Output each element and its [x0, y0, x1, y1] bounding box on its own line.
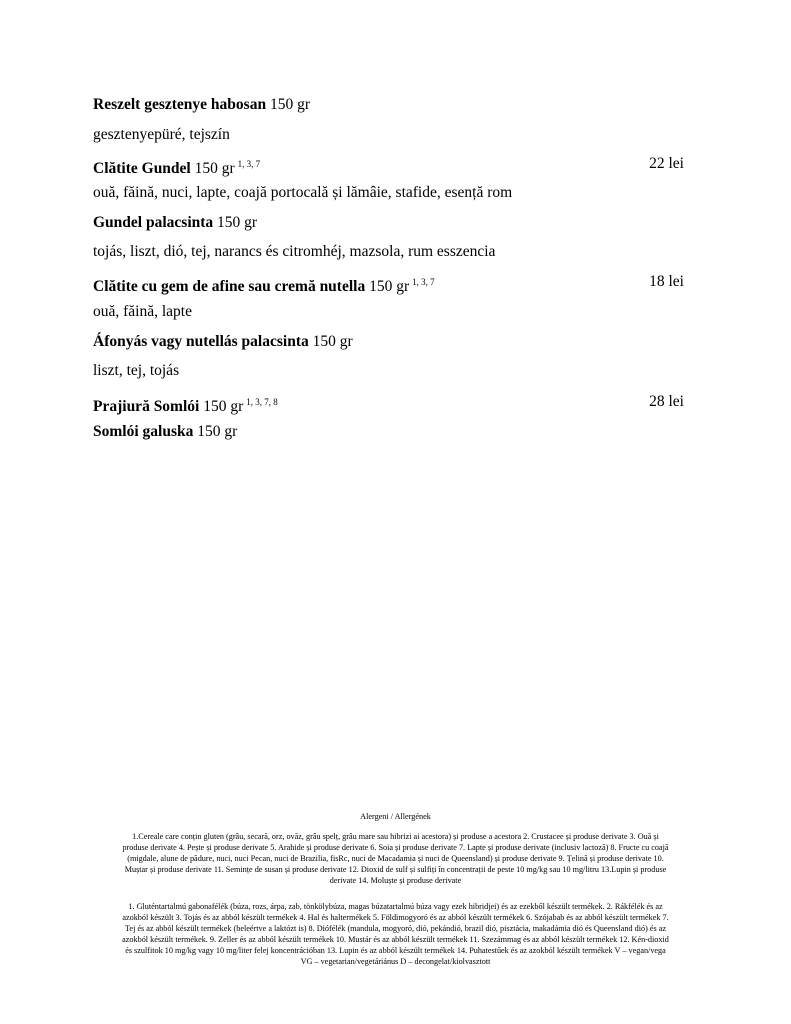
- item-name: Clătite Gundel: [93, 160, 191, 177]
- item-description: [93, 125, 684, 145]
- item-description-text: ouă, făină, lapte: [93, 303, 192, 320]
- allergens-hu-line: VG – vegetarian/vegetáriánus D – decongelat/kiolvasztott: [300, 957, 491, 966]
- item-name: Áfonyás vagy nutellás palacsinta: [93, 333, 309, 350]
- item-description: [93, 242, 684, 262]
- item-description-text: gesztenyepüré, tejszín: [93, 126, 230, 143]
- allergens-ro-line: produse derivate 4. Pește și produse derivate 5. Arahide și produse derivate 6. Soia și produse derivate 7. Lapte și produse derivate (inclusiv lactoză) 8. Fructe cu coajă: [122, 843, 669, 852]
- menu-item: [93, 422, 684, 442]
- menu-item: [93, 95, 684, 115]
- item-description-text: tojás, liszt, dió, tej, narancs és citromhéj, mazsola, rum esszencia: [93, 243, 496, 260]
- item-price: 18 lei: [649, 273, 684, 290]
- item-allergens: 1, 3, 7: [412, 277, 435, 287]
- item-description: [93, 183, 684, 203]
- item-name: Reszelt gesztenye habosan: [93, 96, 267, 113]
- item-weight: 150 gr: [312, 333, 353, 350]
- item-name: Clătite cu gem de afine sau cremă nutella: [93, 278, 366, 295]
- item-weight: 150 gr: [369, 278, 410, 295]
- menu-item: [93, 332, 684, 352]
- item-allergens: 1, 3, 7, 8: [246, 397, 278, 407]
- item-weight: 150 gr: [217, 214, 258, 231]
- item-weight: 150 gr: [269, 96, 310, 113]
- item-weight: 150 gr: [197, 423, 238, 440]
- item-price: 28 lei: [649, 393, 684, 410]
- menu-item: [93, 272, 684, 297]
- menu-item: [93, 154, 684, 179]
- item-price: 22 lei: [649, 155, 684, 172]
- allergens-hu: [90, 901, 701, 967]
- item-description-text: liszt, tej, tojás: [93, 362, 180, 379]
- allergens-hu-line: azokból készült 3. Tojás és az abból készült termékek 4. Hal és haltermékek 5. Földimogyoró és az abból készült termékek 6. Szójabab és az abból készült termékek 7.: [122, 913, 669, 922]
- item-description-text: ouă, făină, nuci, lapte, coajă portocală și lămâie, stafide, esență rom: [93, 184, 513, 201]
- item-description: [93, 302, 684, 322]
- allergens-hu-line: Tej és az abból készült termékek (beleértve a laktózt is) 8. Diófélék (mandula, mogyoró, dió, pekándió, brazil dió, pisztácia, makadámia dió és Queensland dió) és az: [125, 924, 666, 933]
- allergens-ro: [90, 831, 701, 886]
- allergens-ro-line: Muștar și produse derivate 11. Semințe de susan și produse derivate 12. Dioxid de sulf și sulfiți în concentrații de peste 10 mg/kg sau 10 mg/litru 13.Lupin și produse: [124, 865, 667, 874]
- menu-item: [93, 213, 684, 233]
- item-weight: 150 gr: [194, 160, 235, 177]
- item-weight: 150 gr: [203, 398, 244, 415]
- item-name: Prajiură Somlói: [93, 398, 200, 415]
- menu-item: [93, 392, 684, 417]
- item-name: Gundel palacsinta: [93, 214, 214, 231]
- allergens-ro-line: (migdale, alune de pădure, nuci, nuci Pecan, nuci de Brazilia, fisRc, nuci de Macadamia și nuci de Queensland) și produse derivate 9. Țelină și produse derivate 10.: [127, 854, 664, 863]
- allergens-ro-line: derivate 14. Moluște și produse derivate: [329, 876, 462, 885]
- item-allergens: 1, 3, 7: [237, 159, 261, 169]
- allergens-hu-line: 1. Gluténtartalmú gabonafélék (búza, rozs, árpa, zab, tönkölybúza, magas búzatartalmú búza vagy ezek hibridjei) és az ezekből készült termékek. 2. Rákfélék és az: [128, 902, 663, 911]
- allergens-ro-line: 1.Cereale care conțin gluten (grâu, secară, orz, ovăz, grâu spelț, grâu mare sau hibrizi ai acestora) și produse a acestora 2. Crustacee și produse derivate 3. Ouă și: [132, 832, 659, 841]
- allergens-hu-line: azokból készült termékek. 9. Zeller és az abból készült termékek 10. Mustár és az abból készült termékek 11. Szezámmag és az abból készült termékek 12. Kén-dioxid: [122, 935, 669, 944]
- item-description: [93, 361, 684, 381]
- item-name: Somlói galuska: [93, 423, 194, 440]
- allergens-title: Alergeni / Allergének: [360, 812, 431, 821]
- allergens-hu-line: és szulfitok 10 mg/kg vagy 10 mg/liter felej koncentrációban 13. Lupin és az abból készült termékek 14. Puhatestűek és az azokból készült termékek V – vegan/vega: [125, 946, 666, 955]
